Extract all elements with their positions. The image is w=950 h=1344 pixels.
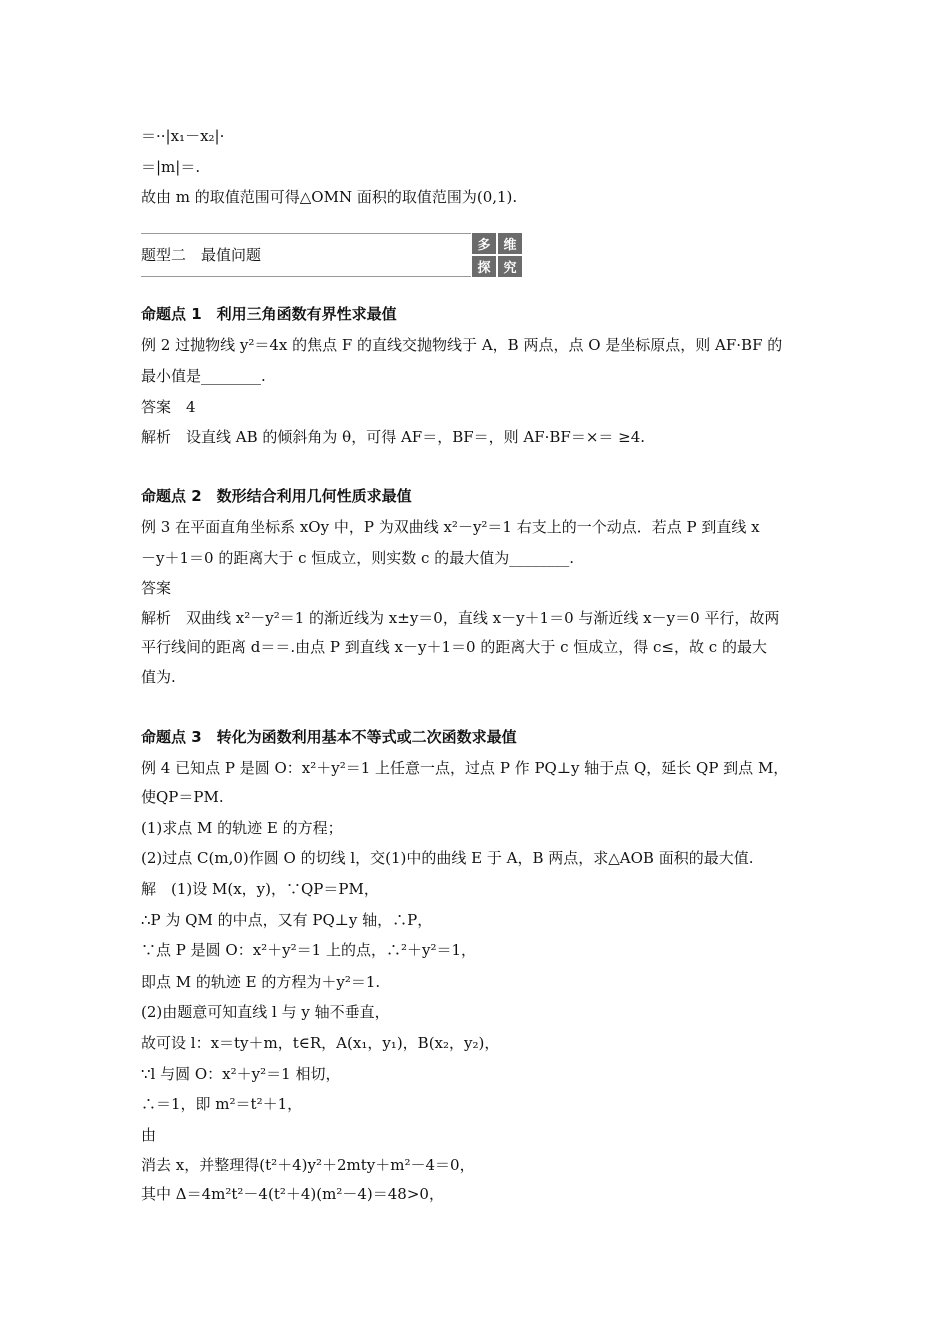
solution-line-5: (2)由题意可知直线 l 与 y 轴不垂直， [141, 1003, 390, 1021]
solution-line-3: ∵点 P 是圆 O：x²＋y²＝1 上的点，∴²＋y²＝1， [141, 941, 477, 959]
example-3-line-1: 例 3 在平面直角坐标系 xOy 中，P 为双曲线 x²－y²＝1 右支上的一个动点．若点 P 到直线 x [141, 518, 760, 536]
analysis-3-line-1: 解析 双曲线 x²－y²＝1 的渐近线为 x±y＝0，直线 x－y＋1＝0 与渐近线 x－y＝0 平行，故两 [141, 609, 780, 627]
section-badge [472, 233, 522, 277]
equation-line-1: ＝··|x₁－x₂|· [141, 127, 225, 145]
question-2: (2)过点 C(m,0)作圆 O 的切线 l，交(1)中的曲线 E 于 A，B 两点，求△AOB 面积的最大值. [141, 849, 754, 867]
badge-char: 究 [498, 256, 522, 277]
analysis-3-line-2: 平行线间的距离 d＝＝.由点 P 到直线 x－y＋1＝0 的距离大于 c 恒成立，得 c≤，故 c 的最大 [141, 638, 767, 656]
badge-char: 多 [472, 233, 496, 254]
section-header [141, 233, 521, 277]
solution-line-6: 故可设 l：x＝ty＋m，t∈R，A(x₁，y₁)，B(x₂，y₂)， [141, 1034, 500, 1052]
solution-line-2: ∴P 为 QM 的中点，又有 PQ⊥y 轴，∴P， [141, 911, 433, 929]
analysis-2: 解析 设直线 AB 的倾斜角为 θ，可得 AF＝，BF＝，则 AF·BF＝×＝ ≥4. [141, 428, 646, 446]
header-rule-bottom [141, 276, 471, 277]
answer-2: 答案 4 [141, 398, 196, 416]
conclusion-line: 故由 m 的取值范围可得△OMN 面积的取值范围为(0,1). [141, 188, 518, 206]
solution-line-9: 由 [141, 1126, 157, 1144]
topic-heading-3: 命题点 3 转化为函数利用基本不等式或二次函数求最值 [141, 728, 517, 746]
example-3-line-2: －y＋1＝0 的距离大于 c 恒成立，则实数 c 的最大值为________. [141, 549, 574, 567]
answer-3: 答案 [141, 579, 172, 597]
badge-char: 探 [472, 256, 496, 277]
solution-line-4: 即点 M 的轨迹 E 的方程为＋y²＝1. [141, 973, 381, 991]
example-4-line-1: 例 4 已知点 P 是圆 O：x²＋y²＝1 上任意一点，过点 P 作 PQ⊥y 轴于点 Q，延长 QP 到点 M， [141, 759, 789, 777]
section-title: 题型二 最值问题 [141, 246, 262, 264]
badge-char: 维 [498, 233, 522, 254]
question-1: (1)求点 M 的轨迹 E 的方程； [141, 819, 343, 837]
topic-heading-2: 命题点 2 数形结合利用几何性质求最值 [141, 487, 412, 505]
solution-line-8: ∴＝1，即 m²＝t²＋1， [141, 1095, 303, 1113]
example-2-line-1: 例 2 过抛物线 y²＝4x 的焦点 F 的直线交抛物线于 A，B 两点，点 O 是坐标原点，则 AF·BF 的 [141, 336, 783, 354]
topic-heading-1: 命题点 1 利用三角函数有界性求最值 [141, 305, 397, 323]
solution-line-1: 解 (1)设 M(x，y)，∵QP＝PM， [141, 880, 379, 898]
solution-line-11: 其中 Δ＝4m²t²－4(t²＋4)(m²－4)＝48>0， [141, 1185, 444, 1203]
header-rule-top [141, 233, 471, 234]
solution-line-10: 消去 x，并整理得(t²＋4)y²＋2mty＋m²－4＝0， [141, 1156, 475, 1174]
analysis-3-line-3: 值为. [141, 668, 176, 686]
example-4-line-2: 使QP＝PM. [141, 788, 224, 806]
equation-line-2: ＝|m|＝. [141, 158, 201, 176]
solution-line-7: ∵l 与圆 O：x²＋y²＝1 相切， [141, 1065, 341, 1083]
example-2-line-2: 最小值是________. [141, 367, 266, 385]
